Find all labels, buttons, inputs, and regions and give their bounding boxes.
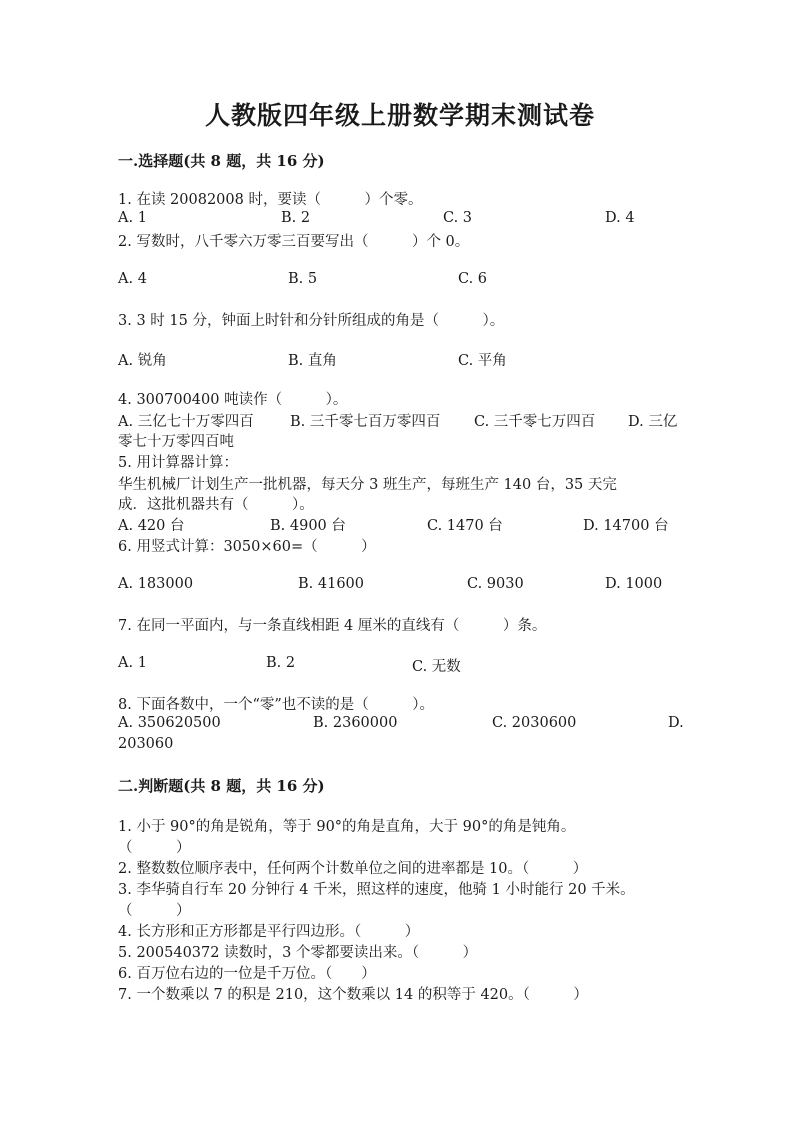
question-1-option-d: D. 4	[605, 210, 635, 226]
question-2-option-c: C. 6	[458, 271, 488, 287]
question-3-option-c: C. 平角	[458, 353, 507, 369]
judge-item-5: 5. 200540372 读数时，3 个零都要读出来。（ ）	[118, 945, 478, 961]
question-8-option-b: B. 2360000	[313, 715, 398, 731]
section-heading-true-false: 二.判断题(共 8 题，共 16 分)	[118, 777, 325, 795]
question-2-option-b: B. 5	[288, 271, 318, 287]
question-6-option-b: B. 41600	[298, 576, 365, 592]
question-3-stem: 3. 3 时 15 分，钟面上时针和分针所组成的角是（ ）。	[118, 313, 505, 329]
question-4-option-d: D. 三亿	[628, 414, 678, 430]
question-8-option-a: A. 350620500	[118, 715, 221, 731]
judge-item-3-answer-blank: （ ）	[118, 903, 191, 919]
question-6-option-c: C. 9030	[467, 576, 524, 592]
question-8-option-d: D.	[668, 715, 684, 731]
question-5-option-b: B. 4900 台	[270, 518, 346, 534]
judge-item-1: 1. 小于 90°的角是锐角，等于 90°的角是直角，大于 90°的角是钝角。	[118, 819, 576, 835]
question-4-option-c: C. 三千零七万四百	[474, 414, 596, 430]
question-2-option-a: A. 4	[118, 271, 147, 287]
question-1-option-b: B. 2	[281, 210, 311, 226]
judge-item-1-answer-blank: （ ）	[118, 840, 191, 856]
question-3-option-b: B. 直角	[288, 353, 337, 369]
question-7-option-c: C. 无数	[412, 659, 461, 675]
question-5-text-line-3: 成．这批机器共有（ ）。	[118, 497, 314, 513]
question-4-stem: 4. 300700400 吨读作（ ）。	[118, 392, 348, 408]
question-6-option-a: A. 183000	[118, 576, 194, 592]
page-title: 人教版四年级上册数学期末测试卷	[204, 101, 595, 130]
question-6-stem: 6. 用竖式计算：3050×60=（ ）	[118, 539, 376, 555]
question-8-option-c: C. 2030600	[492, 715, 577, 731]
question-5-option-c: C. 1470 台	[427, 518, 503, 534]
section-heading-choice: 一.选择题(共 8 题，共 16 分)	[118, 152, 325, 170]
question-1-stem: 1. 在读 20082008 时，要读（ ）个零。	[118, 192, 423, 208]
question-6-option-d: D. 1000	[605, 576, 663, 592]
question-8-option-d-continued: 203060	[118, 736, 174, 752]
question-3-option-a: A. 锐角	[118, 353, 167, 369]
question-4-option-b: B. 三千零七百万零四百	[290, 414, 441, 430]
question-5-option-d: D. 14700 台	[583, 518, 669, 534]
judge-item-4: 4. 长方形和正方形都是平行四边形。（ ）	[118, 924, 420, 940]
question-4-option-d-continued: 零七十万零四百吨	[118, 434, 234, 450]
judge-item-2: 2. 整数数位顺序表中，任何两个计数单位之间的进率都是 10。（ ）	[118, 861, 588, 877]
question-7-option-b: B. 2	[266, 655, 296, 671]
question-5-stem: 5. 用计算器计算：	[118, 455, 238, 471]
question-7-option-a: A. 1	[118, 655, 147, 671]
question-2-stem: 2. 写数时，八千零六万零三百要写出（ ）个 0。	[118, 234, 470, 250]
question-8-stem: 8. 下面各数中，一个“零”也不读的是（ ）。	[118, 697, 435, 713]
judge-item-3: 3. 李华骑自行车 20 分钟行 4 千米，照这样的速度，他骑 1 小时能行 20 千米。	[118, 882, 635, 898]
question-5-text-line-2: 华生机械厂计划生产一批机器，每天分 3 班生产，每班生产 140 台，35 天完	[118, 477, 617, 493]
question-1-option-a: A. 1	[118, 210, 147, 226]
question-5-option-a: A. 420 台	[118, 518, 185, 534]
question-4-option-a: A. 三亿七十万零四百	[118, 414, 254, 430]
judge-item-7: 7. 一个数乘以 7 的积是 210，这个数乘以 14 的积等于 420。（ ）	[118, 987, 588, 1003]
judge-item-6: 6. 百万位右边的一位是千万位。（ ）	[118, 966, 376, 982]
question-7-stem: 7. 在同一平面内，与一条直线相距 4 厘米的直线有（ ）条。	[118, 618, 547, 634]
question-1-option-c: C. 3	[443, 210, 473, 226]
